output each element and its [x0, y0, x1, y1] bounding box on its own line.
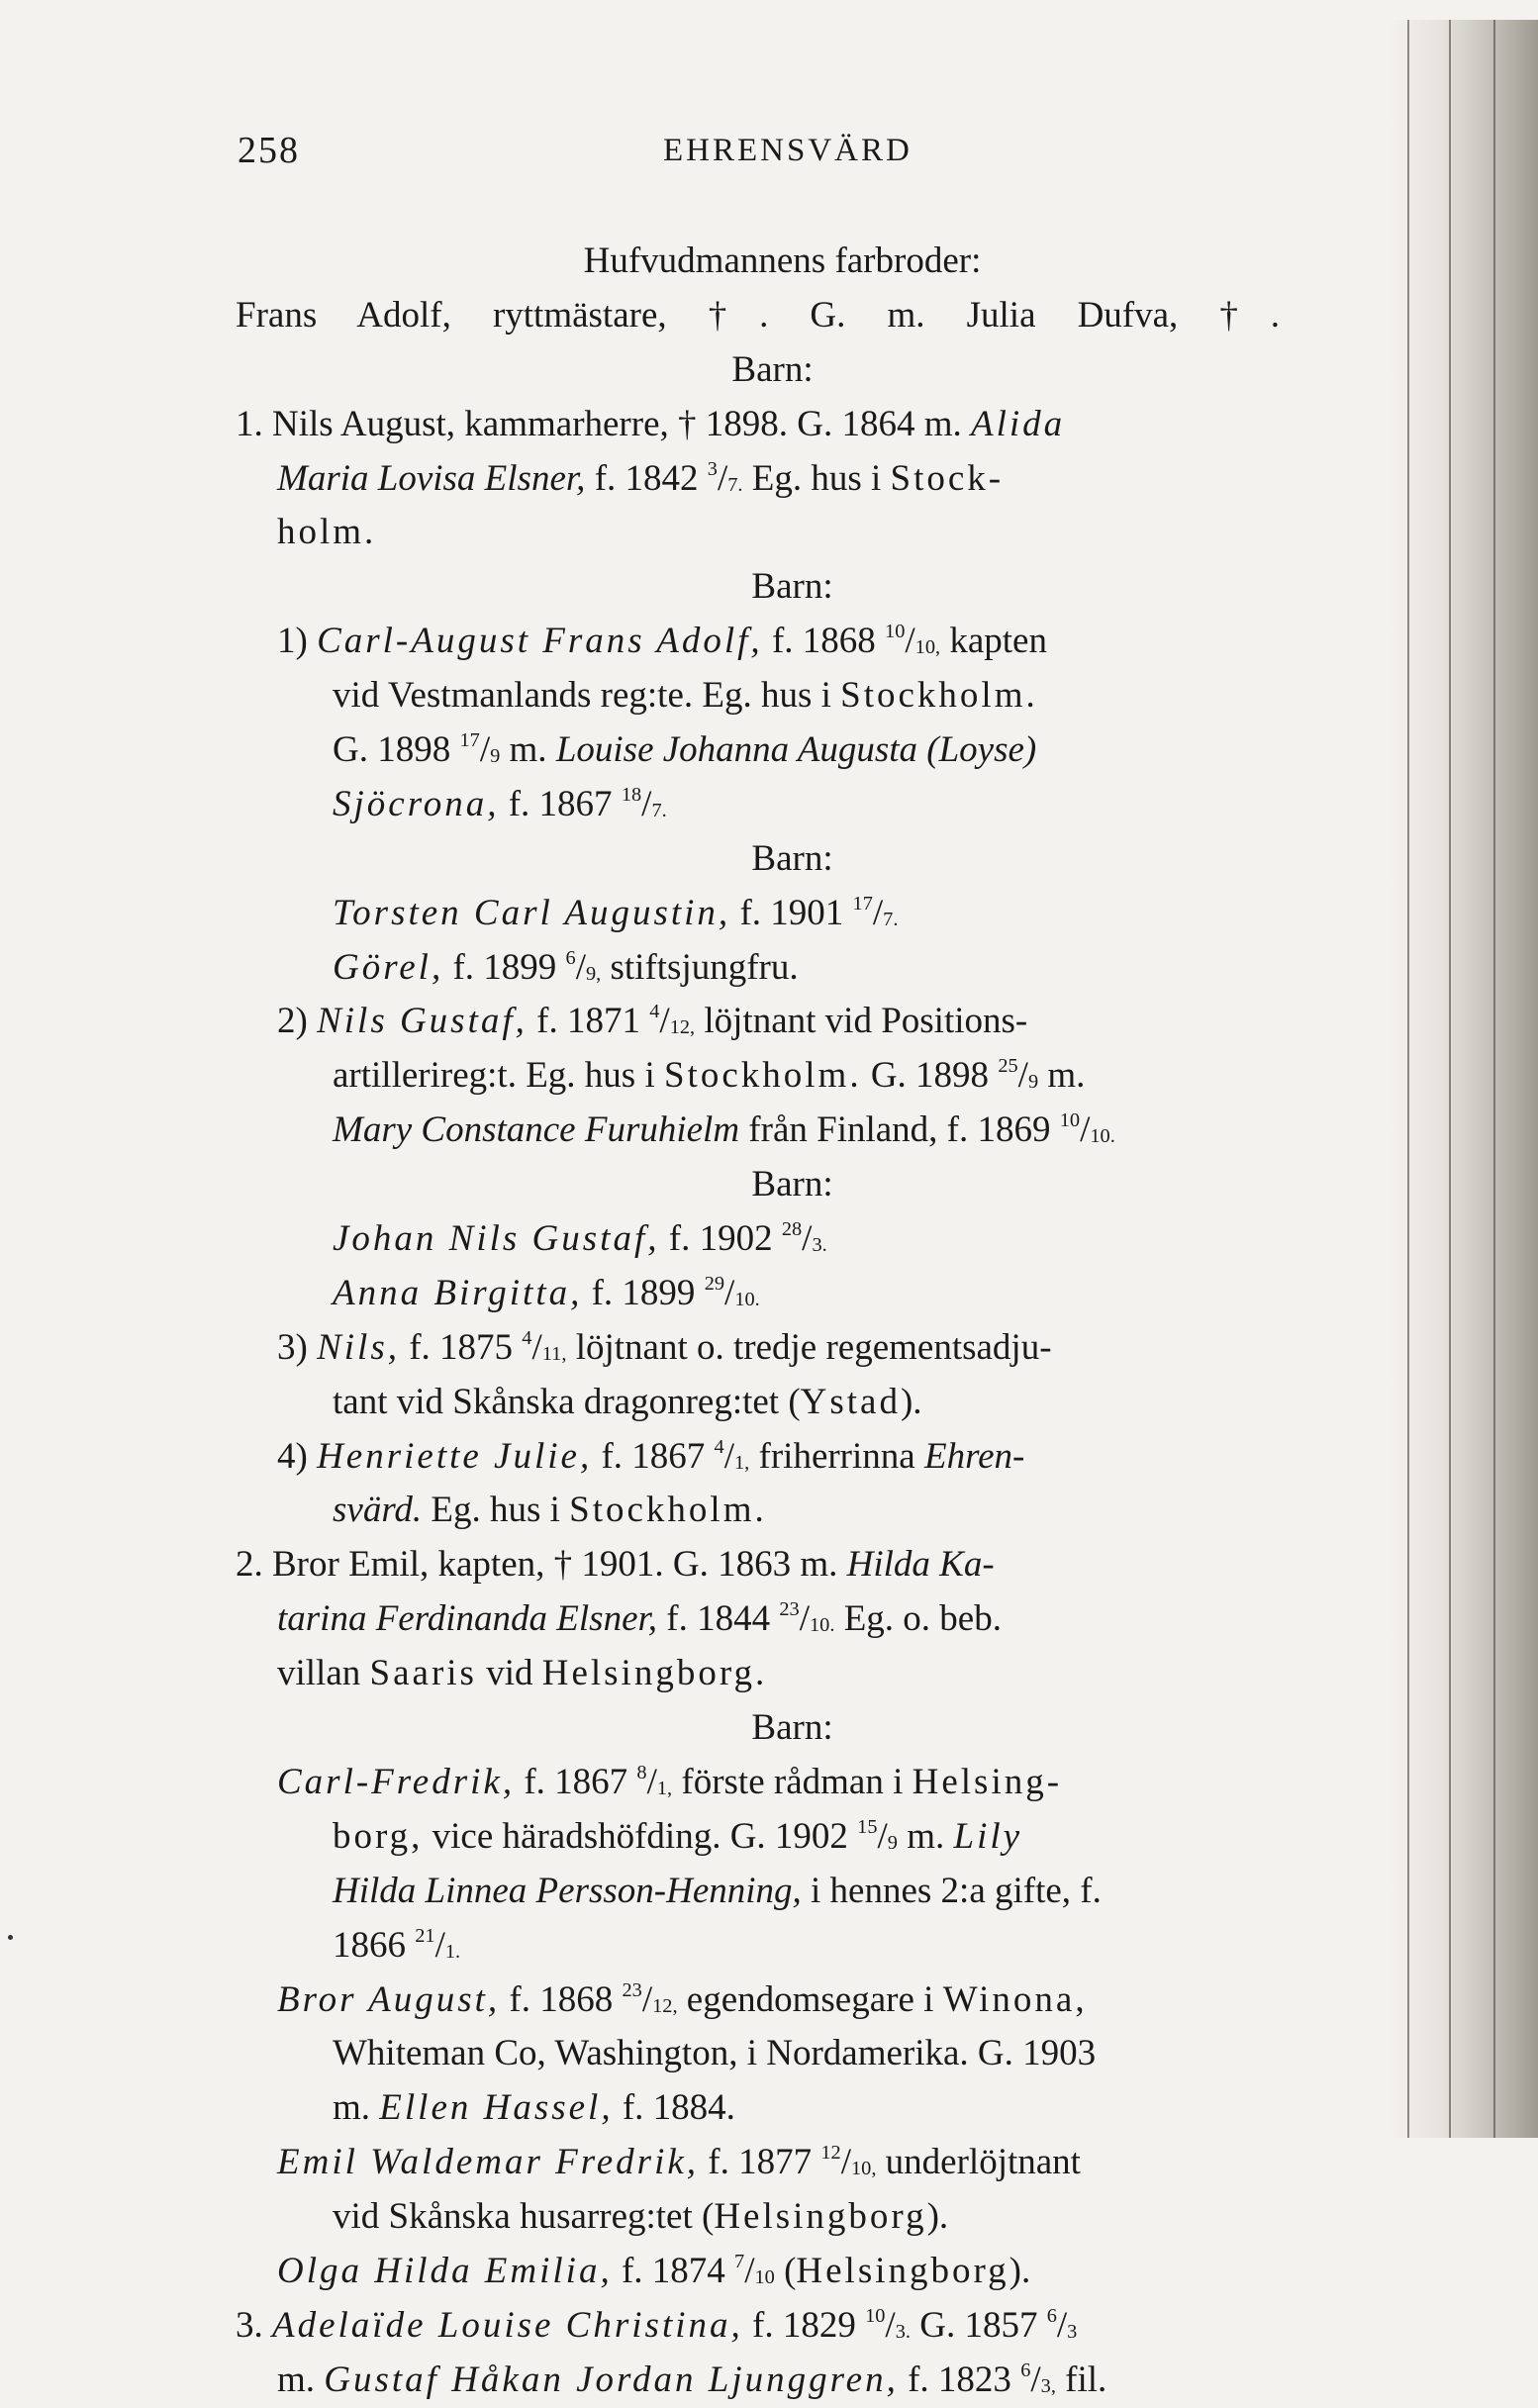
text-line: borg, vice häradshöfding. G. 1902 $^{15}/_9$ m. Lily: [333, 1815, 1023, 1857]
running-title: EHRENSVÄRD: [663, 133, 913, 168]
text-line: Torsten Carl Augustin, f. 1901 $^{17}/_{7.}$: [333, 892, 899, 933]
text-line: Olga Hilda Emilia, f. 1874 $^7/_{10}$ (Helsingborg).: [277, 2250, 1031, 2291]
text-line: villan Saaris vid Helsingborg.: [277, 1653, 768, 1694]
text-line: 1) Carl-August Frans Adolf, f. 1868 $^{10}/_{10,}$ kapten: [277, 620, 1047, 662]
text-line: Bror August, f. 1868 $^{23}/_{12,}$ egendomsegare i Winona,: [277, 1978, 1088, 2020]
text-line: Emil Waldemar Fredrik, f. 1877 $^{12}/_{10,}$ underlöjtnant: [277, 2141, 1081, 2183]
text-line: 3. Adelaïde Louise Christina, f. 1829 $^{10}/_{3.}$ G. 1857 $^6/_3$: [236, 2304, 1078, 2346]
text-line: Hufvudmannens farbroder:: [583, 241, 982, 281]
text-line: holm.: [277, 512, 377, 553]
text-line: svärd. Eg. hus i Stockholm.: [333, 1490, 767, 1531]
text-line: Anna Birgitta, f. 1899 $^{29}/_{10.}$: [333, 1272, 760, 1313]
text-line: vid Skånska husarreg:tet (Helsingborg).: [333, 2196, 949, 2238]
text-line: tant vid Skånska dragonreg:tet (Ystad).: [333, 1381, 922, 1422]
text-line: 4) Henriette Julie, f. 1867 $^4/_{1,}$ friherrinna Ehren-: [277, 1435, 1025, 1477]
body-text: [236, 235, 1349, 2408]
margin-dot: [8, 1935, 13, 1940]
text-line: Mary Constance Furuhielm från Finland, f. 1869 $^{10}/_{10.}$: [333, 1109, 1115, 1151]
text-line: 1. Nils August, kammarherre, † 1898. G. 1864 m. Alida: [236, 403, 1066, 444]
text-line: tarina Ferdinanda Elsner, f. 1844 $^{23}/_{10.}$ Eg. o. beb.: [277, 1598, 1002, 1640]
text-line: Barn:: [751, 837, 833, 879]
text-line: Görel, f. 1899 $^6/_{9,}$ stiftsjungfru.: [333, 946, 799, 988]
text-line: 3) Nils, f. 1875 $^4/_{11,}$ löjtnant o. tredje regementsadju-: [277, 1326, 1052, 1368]
text-line: Barn:: [751, 1164, 833, 1205]
text-line: m. Ellen Hassel, f. 1884.: [333, 2087, 735, 2129]
text-line: Whiteman Co, Washington, i Nordamerika. G. 1903: [333, 2033, 1097, 2074]
text-line: 1866 $^{21}/_{1.}$: [333, 1924, 461, 1966]
text-line: artillerireg:t. Eg. hus i Stockholm. G. 1898 $^{25}/_9$ m.: [333, 1055, 1086, 1097]
text-line: Carl-Fredrik, f. 1867 $^8/_{1,}$ förste rådman i Helsing-: [277, 1761, 1063, 1802]
text-line: 2) Nils Gustaf, f. 1871 $^4/_{12,}$ löjtnant vid Positions-: [277, 1001, 1028, 1042]
text-line: Sjöcrona, f. 1867 $^{18}/_{7.}$: [333, 783, 667, 824]
page-header: [238, 129, 1340, 178]
text-line: m. Gustaf Håkan Jordan Ljunggren, f. 1823 $^6/_{3,}$ fil.: [277, 2359, 1107, 2400]
text-line: Barn:: [731, 348, 814, 390]
text-line: Johan Nils Gustaf, f. 1902 $^{28}/_{3.}$: [333, 1217, 827, 1260]
text-line: Barn:: [751, 566, 833, 608]
text-line: Maria Lovisa Elsner, f. 1842 $^3/_{7.}$ Eg. hus i Stock-: [277, 457, 1005, 499]
text-line: G. 1898 $^{17}/_9$ m. Louise Johanna Augusta (Loyse): [333, 728, 1037, 771]
text-line: vid Vestmanlands reg:te. Eg. hus i Stockholm.: [333, 675, 1038, 717]
text-line: Barn:: [751, 1707, 833, 1749]
page-edge-shadow: [1390, 20, 1538, 2138]
page-number: 258: [238, 130, 300, 171]
text-line: 2. Bror Emil, kapten, † 1901. G. 1863 m. Hilda Ka-: [236, 1544, 995, 1586]
text-line: Frans Adolf, ryttmästare, †. G. m. Julia Dufva, †.: [236, 294, 1280, 336]
text-line: Hilda Linnea Persson-Henning, i hennes 2:a gifte, f.: [333, 1870, 1102, 1911]
